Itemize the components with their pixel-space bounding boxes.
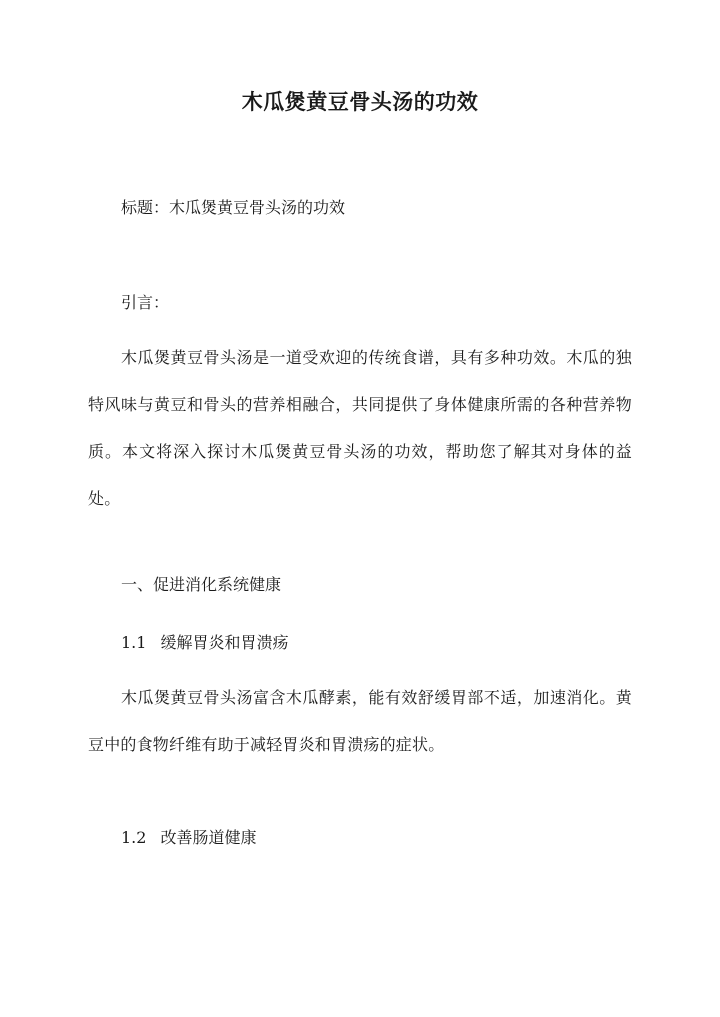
subsection-1-2-title: 改善肠道健康 [160, 828, 257, 847]
document-title: 木瓜煲黄豆骨头汤的功效 [241, 89, 479, 114]
intro-paragraph: 木瓜煲黄豆骨头汤是一道受欢迎的传统食谱，具有多种功效。木瓜的独特风味与黄豆和骨头的营养相融合，共同提供了身体健康所需的各种营养物质。本文将深入探讨木瓜煲黄豆骨头汤的功效，帮助您了解其对身体的益处。 [88, 348, 632, 508]
subsection-1-2-number: 1.2 [121, 828, 147, 847]
intro-label: 引言： [121, 293, 170, 312]
subsection-1-1-title: 缓解胃炎和胃溃疡 [160, 633, 289, 652]
subsection-1-1-paragraph: 木瓜煲黄豆骨头汤富含木瓜酵素，能有效舒缓胃部不适，加速消化。黄豆中的食物纤维有助于减轻胃炎和胃溃疡的症状。 [88, 688, 632, 754]
section-1-title: 一、促进消化系统健康 [121, 575, 282, 594]
subsection-1-2-heading [121, 826, 256, 850]
subsection-1-1-number: 1.1 [121, 633, 147, 652]
subsection-1-1-heading [121, 631, 288, 655]
heading-line: 标题：木瓜煲黄豆骨头汤的功效 [121, 198, 346, 217]
